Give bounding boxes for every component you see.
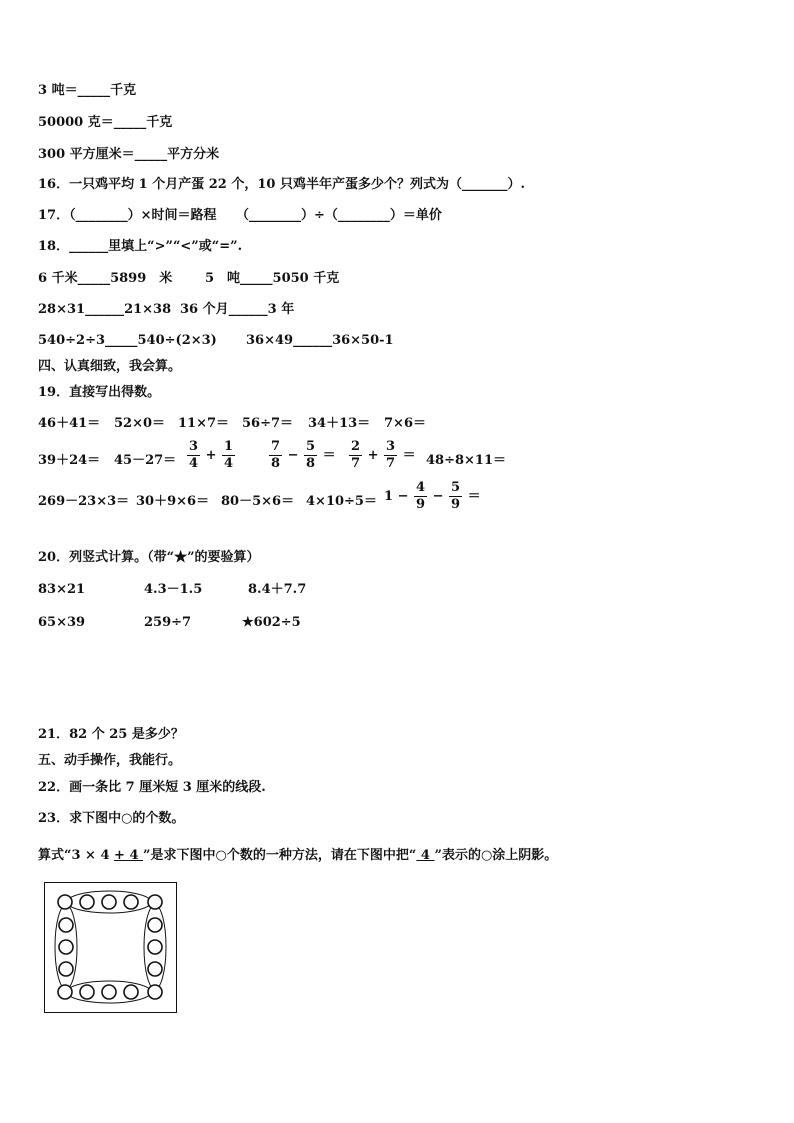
q20-item: 65×39	[38, 615, 86, 630]
fraction: $\frac{5}{8}$	[306, 439, 316, 471]
circle-shape	[124, 985, 138, 999]
circle-shape	[102, 985, 116, 999]
q19-item: 11×7＝	[178, 416, 230, 431]
fraction: $\frac{3}{4}$	[189, 439, 199, 471]
question-18-title: 18．______里填上“>”“<”或“=”.	[38, 239, 243, 254]
question-23-instruction: 算式“3 × 4 + 4 ”是求下图中○个数的一种方法，请在下图中把“ 4 ”表示的○涂上阴影。	[38, 848, 558, 863]
q19-item: 269－23×3＝	[38, 494, 130, 509]
q20-item: 4.3－1.5	[144, 582, 203, 597]
q18-row-1b: 5 吨_____5050 千克	[205, 271, 340, 286]
q20-item: 83×21	[38, 582, 86, 597]
circle-shape	[148, 940, 162, 954]
q19-item: 45－27＝	[114, 453, 177, 468]
q19-item: 30＋9×6＝	[136, 494, 210, 509]
conversion-line-3: 300 平方厘米＝_____平方分米	[38, 147, 220, 162]
circle-shape	[58, 895, 72, 909]
circle-shape	[58, 985, 72, 999]
q19-item: 39＋24＝	[38, 453, 101, 468]
circle-shape	[148, 918, 162, 932]
circle-shape	[124, 895, 138, 909]
q20-item: 259÷7	[144, 615, 192, 630]
question-16: 16．一只鸡平均 1 个月产蛋 22 个，10 只鸡半年产蛋多少个？列式为（_______）.	[38, 177, 525, 192]
circle-shape	[80, 895, 94, 909]
circles-figure	[44, 882, 178, 1014]
fraction: $\frac{1}{4}$	[224, 439, 234, 471]
q18-row-2a: 28×31______21×38	[38, 302, 172, 317]
fraction-expression-1: $\frac{3}{4}$ + $\frac{1}{4}$	[189, 439, 234, 471]
q19-item: 52×0＝	[114, 416, 166, 431]
question-19-title: 19．直接写出得数。	[38, 385, 161, 400]
circle-shape	[59, 918, 73, 932]
question-20-title: 20．列竖式计算。（带“★”的要验算）	[38, 550, 260, 565]
circle-shape	[80, 985, 94, 999]
conversion-line-2: 50000 克＝_____千克	[38, 115, 173, 130]
q20-item: 8.4＋7.7	[248, 582, 307, 597]
question-23: 23．求下图中○的个数。	[38, 811, 185, 826]
circle-shape	[148, 985, 162, 999]
fraction: $\frac{7}{8}$	[271, 439, 281, 471]
circle-shape	[102, 895, 116, 909]
q18-row-1a: 6 千米_____5899 米	[38, 271, 173, 286]
q18-row-3b: 36×49______36×50-1	[246, 333, 394, 348]
q19-item: 56÷7＝	[242, 416, 294, 431]
circle-shape	[148, 962, 162, 976]
question-22: 22．画一条比 7 厘米短 3 厘米的线段.	[38, 780, 266, 795]
q18-row-3a: 540÷2÷3_____540÷(2×3)	[38, 333, 217, 348]
section-4-heading: 四、认真细致，我会算。	[38, 359, 182, 374]
q19-item: 4×10÷5＝	[306, 494, 377, 509]
q19-item: 46＋41＝	[38, 416, 101, 431]
fraction-expression-4: 1 − $\frac{4}{9}$ − $\frac{5}{9}$ ＝	[384, 480, 481, 512]
q19-item: 48÷8×11＝	[426, 453, 507, 468]
conversion-line-1: 3 吨＝_____千克	[38, 83, 137, 98]
fraction: $\frac{3}{7}$	[386, 439, 396, 471]
circle-shape	[59, 940, 73, 954]
question-21: 21．82 个 25 是多少？	[38, 727, 184, 742]
fraction-expression-3: $\frac{2}{7}$ + $\frac{3}{7}$ ＝	[351, 439, 416, 471]
q19-item: 34＋13＝	[308, 416, 371, 431]
fraction: $\frac{5}{9}$	[451, 480, 461, 512]
fraction-expression-2: $\frac{7}{8}$ − $\frac{5}{8}$ ＝	[271, 439, 336, 471]
q19-item: 7×6＝	[384, 416, 426, 431]
question-17: 17．（________）×时间＝路程 （________）÷（________）＝单价	[38, 208, 442, 223]
q18-row-2b: 36 个月______3 年	[180, 302, 295, 317]
circle-shape	[59, 962, 73, 976]
q19-item: 80－5×6＝	[221, 494, 295, 509]
section-5-heading: 五、动手操作，我能行。	[38, 753, 182, 768]
circle-shape	[148, 895, 162, 909]
q20-item: ★602÷5	[242, 615, 301, 630]
fraction: $\frac{4}{9}$	[416, 480, 426, 512]
fraction: $\frac{2}{7}$	[351, 439, 361, 471]
